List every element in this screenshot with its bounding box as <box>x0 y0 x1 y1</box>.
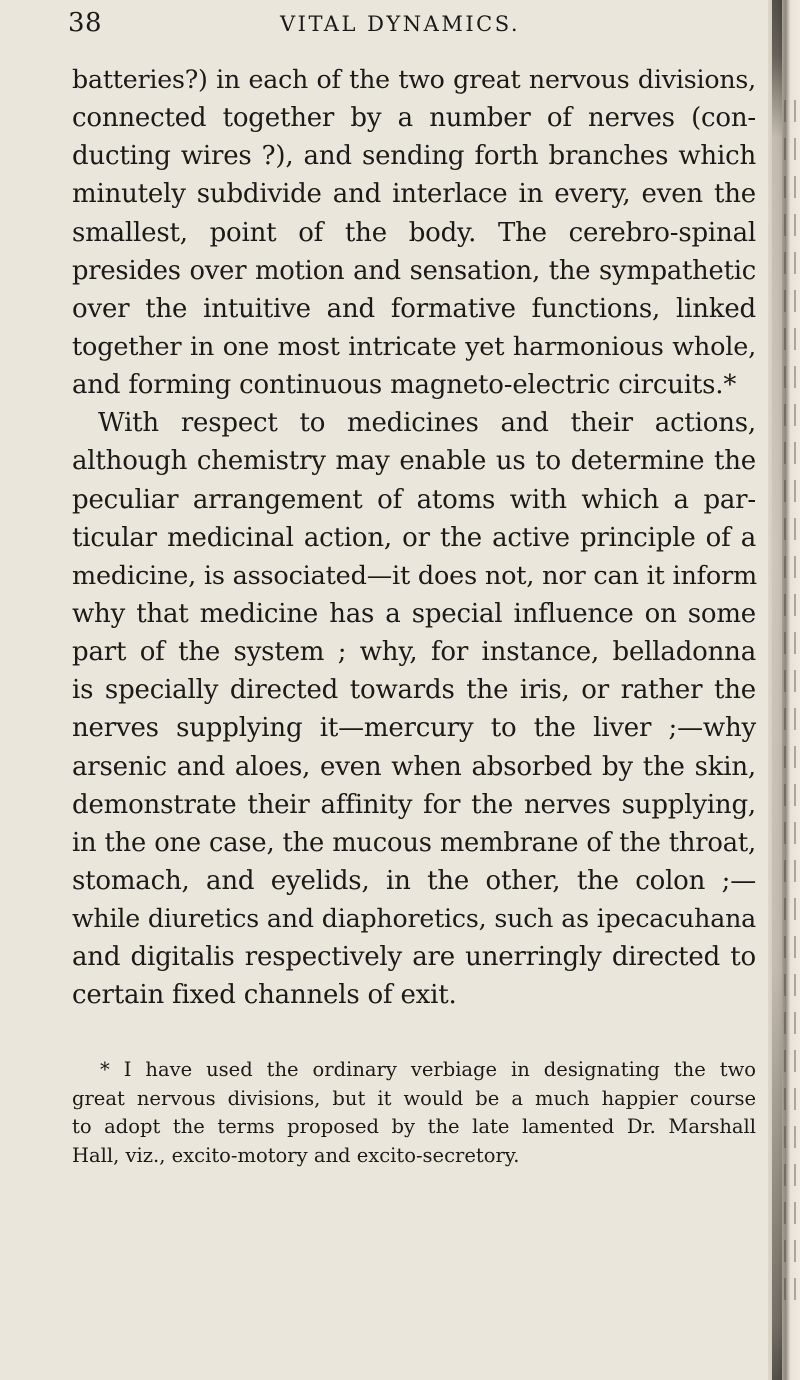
body-text <box>72 61 756 1015</box>
footnote-line: * I have used the ordinary verbiage in designating the two <box>100 1058 756 1081</box>
text-line: part of the system ; why, for instance, belladonna <box>72 637 756 668</box>
bleed-mark <box>784 328 796 350</box>
bleed-mark <box>784 898 796 920</box>
bleed-mark <box>784 1240 796 1262</box>
bleed-mark <box>784 138 796 160</box>
text-line: over the intuitive and formative functions, linked <box>72 293 756 324</box>
bleed-mark <box>784 176 796 198</box>
bleed-mark <box>784 1126 796 1148</box>
text-line: connected together by a number of nerves (con- <box>72 103 756 134</box>
text-line: presides over motion and sensation, the sympathetic <box>72 255 756 286</box>
text-line: and digitalis respectively are unerringly directed to <box>72 942 756 973</box>
bleed-mark <box>784 442 796 464</box>
text-line: why that medicine has a special influence on some <box>72 598 756 629</box>
bleed-mark <box>784 784 796 806</box>
text-line: minutely subdivide and interlace in every, even the <box>72 179 756 210</box>
bleed-mark <box>784 556 796 578</box>
text-line: ducting wires ?), and sending forth branches which <box>72 141 756 172</box>
text-line: stomach, and eyelids, in the other, the colon ;— <box>72 865 756 896</box>
bleed-mark <box>784 974 796 996</box>
running-title: VITAL DYNAMICS. <box>279 12 521 36</box>
bleed-mark <box>784 670 796 692</box>
text-line: demonstrate their affinity for the nerves supplying, <box>72 789 756 820</box>
bleed-mark <box>784 518 796 540</box>
text-line: ticular medicinal action, or the active principle of a <box>72 522 756 553</box>
footnote-line: Hall, viz., excito-motory and excito-secretory. <box>72 1143 520 1167</box>
bleed-mark <box>784 214 796 236</box>
page-header <box>0 4 770 40</box>
bleed-mark <box>784 366 796 388</box>
text-line: together in one most intricate yet harmonious whole, <box>72 331 756 362</box>
text-line: peculiar arrangement of atoms with which a par- <box>72 484 756 515</box>
bleed-mark <box>784 1164 796 1186</box>
footnote-line: great nervous divisions, but it would be a much happier course <box>72 1086 756 1110</box>
bleed-mark <box>784 708 796 730</box>
text-line: in the one case, the mucous membrane of the throat, <box>72 827 756 858</box>
text-line: medicine, is associated—it does not, nor can it inform <box>72 560 758 591</box>
text-line: and forming continuous magneto-electric circuits.* <box>72 370 737 401</box>
text-line: nerves supplying it—mercury to the liver ;—why <box>72 713 756 744</box>
text-line: is specially directed towards the iris, or rather the <box>72 675 756 706</box>
bleed-mark <box>784 936 796 958</box>
bleed-mark <box>784 100 796 122</box>
bleed-mark <box>784 860 796 882</box>
bleed-mark <box>784 822 796 844</box>
bleed-mark <box>784 1050 796 1072</box>
bleed-mark <box>784 252 796 274</box>
text-line: With respect to medicines and their actions, <box>98 408 756 439</box>
binding-shadow <box>772 0 782 1380</box>
text-line: although chemistry may enable us to determine the <box>72 446 756 477</box>
bleed-mark <box>784 1088 796 1110</box>
bleed-mark <box>784 1278 796 1300</box>
bleed-mark <box>784 1012 796 1034</box>
footnote-line: to adopt the terms proposed by the late lamented Dr. Marshall <box>72 1115 756 1138</box>
bleed-mark <box>784 746 796 768</box>
bleed-mark <box>784 404 796 426</box>
text-line: while diuretics and diaphoretics, such as ipecacuhana <box>72 904 756 934</box>
text-line: batteries?) in each of the two great nervous divisions, <box>72 65 756 94</box>
bleed-mark <box>784 594 796 616</box>
text-line: certain fixed channels of exit. <box>72 980 457 1011</box>
bleed-mark <box>784 290 796 312</box>
bleed-mark <box>784 632 796 654</box>
footnote <box>72 1056 756 1170</box>
bleed-mark <box>784 480 796 502</box>
facing-page-bleed <box>784 100 800 1340</box>
text-line: arsenic and aloes, even when absorbed by the skin, <box>72 751 756 782</box>
bleed-mark <box>784 1202 796 1224</box>
text-line: smallest, point of the body. The cerebro-spinal <box>72 217 756 248</box>
page-number: 38 <box>68 8 103 38</box>
